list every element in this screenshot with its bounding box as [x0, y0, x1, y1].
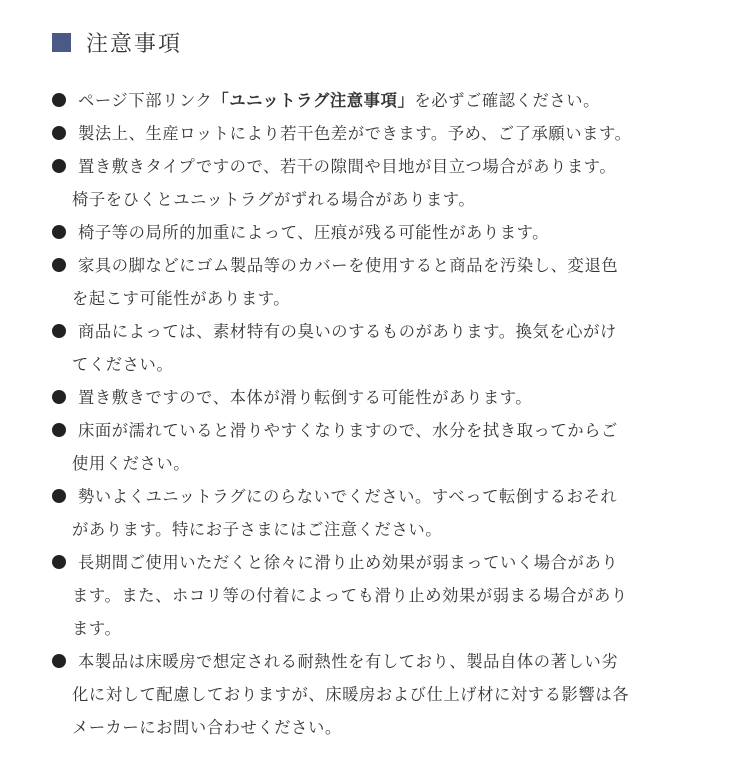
list-item: [52, 216, 720, 249]
bullet-icon: [52, 225, 66, 239]
bullet-icon: [52, 93, 66, 107]
bullet-icon: [52, 258, 66, 272]
list-item: [52, 117, 720, 150]
note-line: 床面が濡れていると滑りやすくなりますので、水分を拭き取ってからご: [78, 421, 618, 440]
note-line: 置き敷きタイプですので、若干の隙間や目地が目立つ場合があります。: [78, 157, 617, 176]
list-item: [52, 381, 720, 414]
bullet-icon: [52, 324, 66, 338]
notes-list: [52, 84, 720, 744]
note-line: 本製品は床暖房で想定される耐熱性を有しており、製品自体の著しい劣: [78, 652, 619, 671]
notice-link-text: 「ユニットラグ注意事項」: [212, 91, 415, 110]
note-line: 家具の脚などにゴム製品等のカバーを使用すると商品を汚染し、変退色: [78, 256, 619, 275]
list-item: [52, 414, 720, 480]
section-heading: [52, 26, 720, 58]
note-line: 椅子をひくとユニットラグがずれる場合があります。: [72, 190, 476, 209]
note-line: 化に対して配慮しておりますが、床暖房および仕上げ材に対する影響は各: [72, 685, 630, 704]
list-item: [52, 645, 720, 744]
list-item: [52, 480, 720, 546]
note-line: 商品によっては、素材特有の臭いのするものがあります。換気を心がけ: [78, 322, 617, 341]
note-line: ページ下部リンク「ユニットラグ注意事項」を必ずご確認ください。: [78, 91, 601, 110]
heading-title: 注意事項: [86, 31, 183, 57]
heading-square-icon: [52, 33, 71, 52]
note-line: を起こす可能性があります。: [72, 289, 291, 308]
note-line: てください。: [72, 355, 174, 374]
note-line: 置き敷きですので、本体が滑り転倒する可能性があります。: [78, 388, 533, 407]
note-line: があります。特にお子さまにはご注意ください。: [72, 520, 443, 539]
note-line: 使用ください。: [72, 454, 191, 473]
note-line: ます。また、ホコリ等の付着によっても滑り止め効果が弱まる場合があり: [72, 586, 628, 605]
bullet-icon: [52, 126, 66, 140]
note-line: 長期間ご使用いただくと徐々に滑り止め効果が弱まっていく場合があり: [78, 553, 619, 572]
list-item: [52, 315, 720, 381]
list-item: [52, 546, 720, 645]
note-line: 椅子等の局所的加重によって、圧痕が残る可能性があります。: [78, 223, 550, 242]
note-line: 製法上、生産ロットにより若干色差ができます。予め、ご了承願います。: [78, 124, 632, 143]
bullet-icon: [52, 159, 66, 173]
note-line: ます。: [72, 619, 122, 638]
list-item: [52, 249, 720, 315]
list-item: [52, 150, 720, 216]
note-line: 勢いよくユニットラグにのらないでください。すべって転倒するおそれ: [78, 487, 618, 506]
list-item: [52, 84, 720, 117]
bullet-icon: [52, 423, 66, 437]
bullet-icon: [52, 555, 66, 569]
note-line: メーカーにお問い合わせください。: [72, 718, 342, 737]
bullet-icon: [52, 489, 66, 503]
bullet-icon: [52, 654, 66, 668]
bullet-icon: [52, 390, 66, 404]
